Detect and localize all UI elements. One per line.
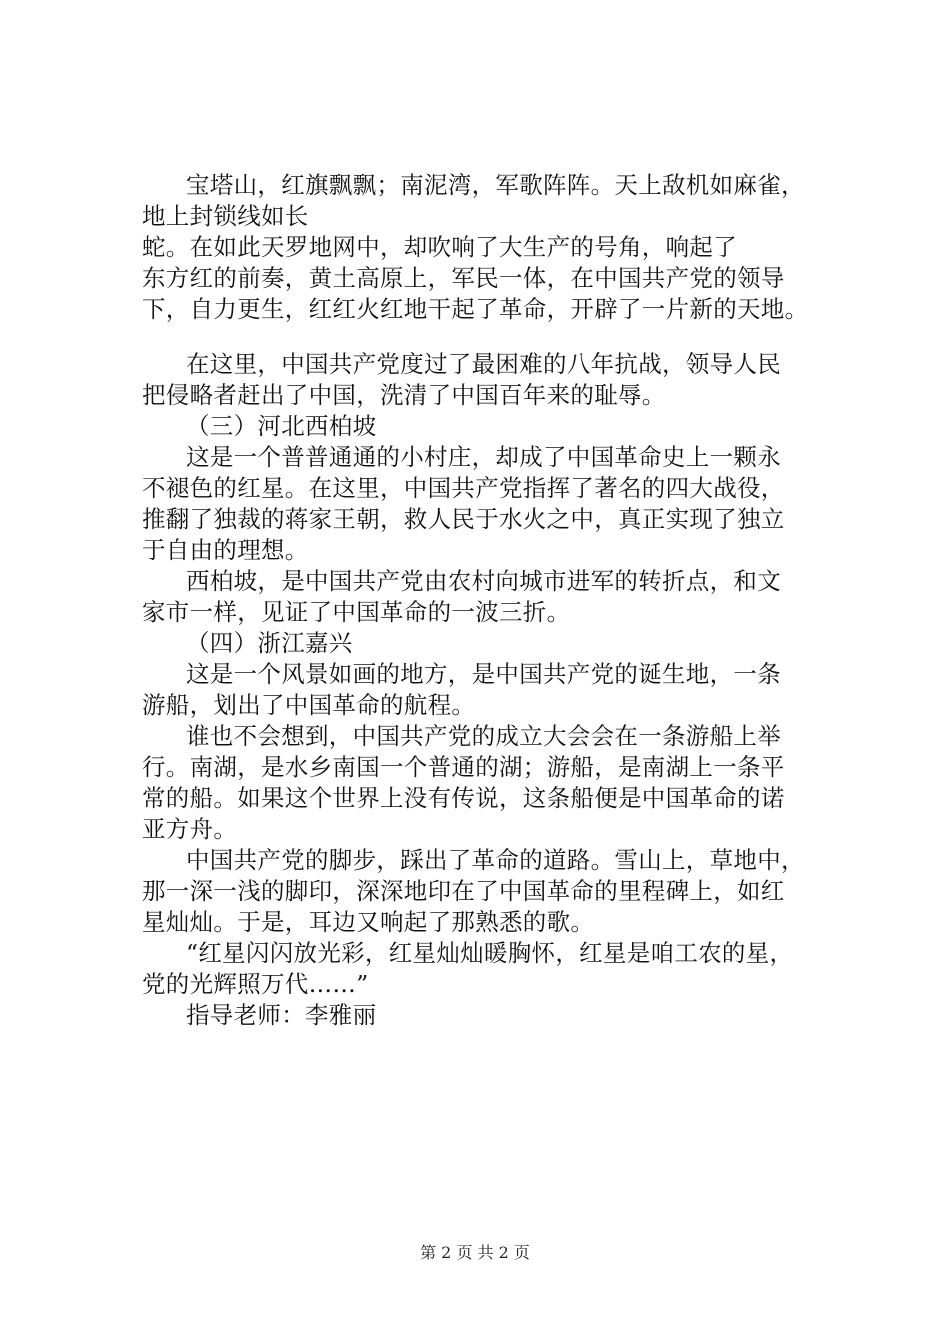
paragraph-line: 游船，划出了中国革命的航程。 — [142, 691, 476, 719]
paragraph-line: 于自由的理想。 — [142, 536, 309, 564]
page-footer: 第 2 页 共 2 页 — [420, 1243, 530, 1262]
paragraph-line: 家市一样，见证了中国革命的一波三折。 — [142, 598, 571, 626]
paragraph-gap — [142, 325, 842, 349]
paragraph-line: 下，自力更生，红红火红地干起了革命，开辟了一片新的天地。 — [142, 295, 809, 323]
paragraph-line: 西柏坡，是中国共产党由农村向城市进军的转折点，和文 — [186, 567, 781, 595]
paragraph-line: 那一深一浅的脚印，深深地印在了中国革命的里程碑上，如红 — [142, 877, 785, 905]
paragraph-line: 这是一个普普通通的小村庄，却成了中国革命史上一颗永 — [186, 443, 781, 471]
paragraph-line: 推翻了独裁的蒋家王朝，救人民于水火之中，真正实现了独立 — [142, 505, 785, 533]
advisor-line: 指导老师：李雅丽 — [186, 1001, 377, 1029]
paragraph-line: 常的船。如果这个世界上没有传说，这条船便是中国革命的诺 — [142, 784, 785, 812]
section-heading: （三）河北西柏坡 — [186, 412, 377, 440]
paragraph-line: 行。南湖，是水乡南国一个普通的湖；游船，是南湖上一条平 — [142, 753, 785, 781]
paragraph-line: 地上封锁线如长 — [142, 202, 309, 230]
paragraph-line: 中国共产党的脚步，踩出了革命的道路。雪山上，草地中， — [186, 846, 805, 874]
paragraph-line: 星灿灿。于是，耳边又响起了那熟悉的歌。 — [142, 908, 595, 936]
document-body — [142, 170, 842, 1031]
paragraph-line: 谁也不会想到，中国共产党的成立大会会在一条游船上举 — [186, 722, 781, 750]
paragraph-line: 在这里，中国共产党度过了最困难的八年抗战，领导人民 — [186, 350, 781, 378]
paragraph-line: 蛇。在如此天罗地网中，却吹响了大生产的号角，响起了 — [142, 233, 737, 261]
quote-line: “红星闪闪放光彩，红星灿灿暖胸怀，红星是咱工农的星， — [186, 939, 794, 967]
section-heading: （四）浙江嘉兴 — [186, 629, 353, 657]
paragraph-line: 宝塔山，红旗飘飘；南泥湾，军歌阵阵。天上敌机如麻雀， — [186, 171, 805, 199]
quote-line: 党的光辉照万代……” — [142, 970, 369, 998]
paragraph-line: 把侵略者赶出了中国，洗清了中国百年来的耻辱。 — [142, 381, 666, 409]
paragraph-line: 不褪色的红星。在这里，中国共产党指挥了著名的四大战役， — [142, 474, 785, 502]
paragraph-line: 这是一个风景如画的地方，是中国共产党的诞生地，一条 — [186, 660, 781, 688]
paragraph-line: 东方红的前奏，黄土高原上，军民一体，在中国共产党的领导 — [142, 264, 785, 292]
paragraph-line: 亚方舟。 — [142, 815, 238, 843]
